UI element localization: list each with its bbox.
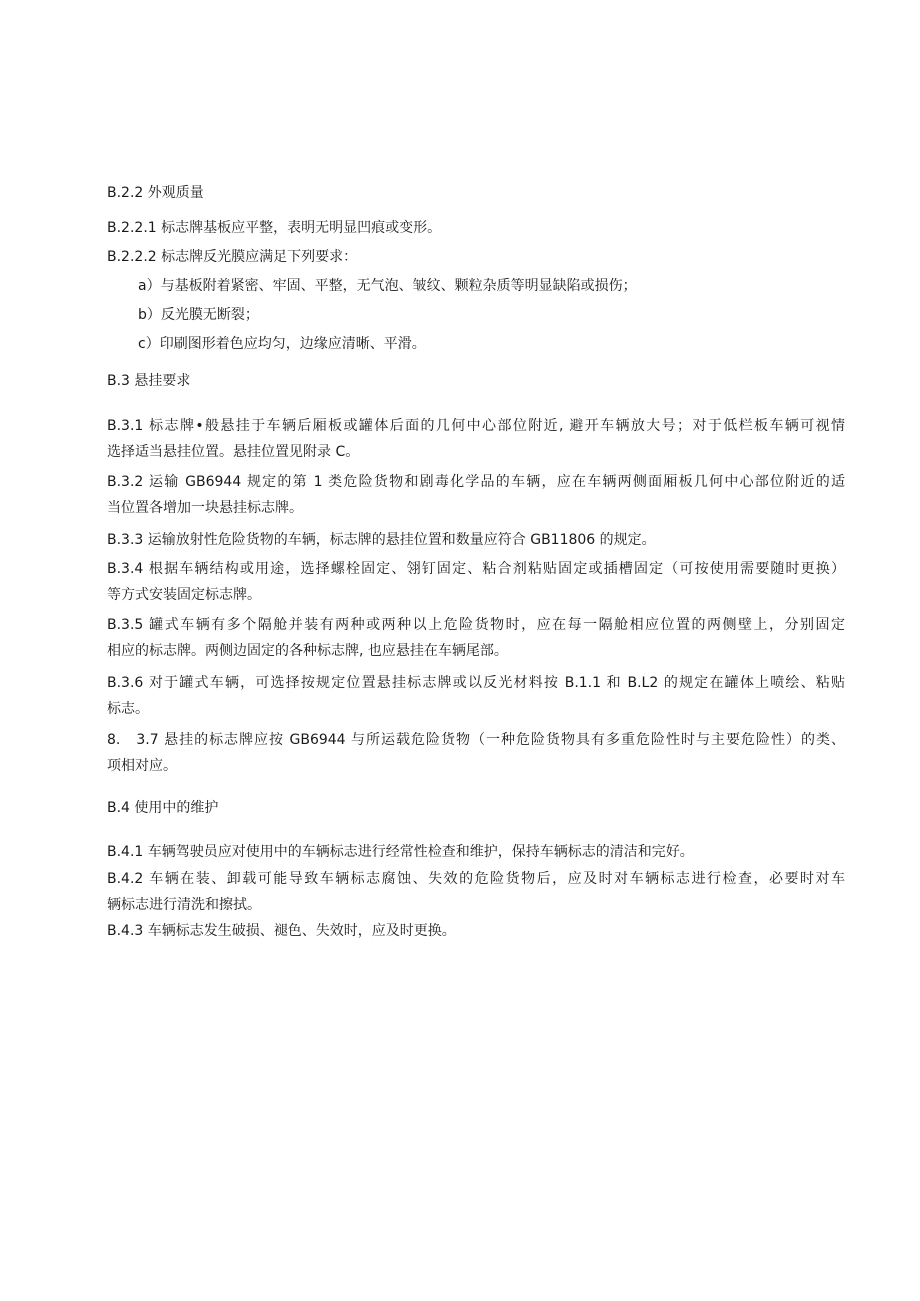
- section-b4-heading: [107, 795, 845, 821]
- paragraph-line: B.3.6 对于罐式车辆，可选择按规定位置悬挂标志牌或以反光材料按 B.1.1 和 B.L2 的规定在罐体上喷绘、粘贴: [107, 675, 845, 691]
- paragraph-line: B.3.3 运输放射性危险货物的车辆，标志牌的悬挂位置和数量应符合 GB11806 的规定。: [107, 532, 656, 548]
- heading-text: B.3 悬挂要求: [107, 373, 191, 389]
- paragraph-b4-1: [107, 839, 845, 865]
- paragraph-b2-2-2: [107, 244, 845, 270]
- paragraph-line: B.4.3 车辆标志发生破损、褪色、失效时，应及时更换。: [107, 923, 456, 939]
- paragraph-b3-3: [107, 527, 845, 553]
- paragraph-line: 辆标志进行清洗和擦拭。: [107, 897, 261, 913]
- paragraph-line: B.4.1 车辆驾驶员应对使用中的车辆标志进行经常性检查和维护，保持车辆标志的清洁和完好。: [107, 844, 694, 860]
- paragraph-b2-2-1: [107, 215, 845, 241]
- paragraph-line: 等方式安装固定标志牌。: [107, 587, 261, 603]
- paragraph-line: 标志。: [107, 701, 149, 717]
- paragraph-b3-4: [107, 556, 845, 608]
- section-b3-heading: [107, 368, 845, 394]
- paragraph-b4-2: [107, 866, 845, 918]
- paragraph-b3-1: [107, 413, 845, 465]
- list-item-b: [138, 302, 876, 328]
- paragraph-line: 相应的标志牌。两侧边固定的各种标志牌, 也应悬挂在车辆尾部。: [107, 643, 508, 659]
- paragraph-line: B.3.2 运输 GB6944 规定的第 1 类危险货物和剧毒化学品的车辆，应在车辆两侧面厢板几何中心部位附近的适: [107, 474, 845, 490]
- paragraph-line: B.3.1 标志牌•般悬挂于车辆后厢板或罐体后面的几何中心部位附近, 避开车辆放大号；对于低栏板车辆可视情: [107, 418, 845, 434]
- paragraph-line: B.3.4 根据车辆结构或用途，选择螺栓固定、翎钉固定、粘合剂粘贴固定或插槽固定（可按使用需要随时更换）: [107, 561, 845, 577]
- heading-text: B.2.2 外观质量: [107, 185, 204, 201]
- paragraph-line: 当位置各增加一块悬挂标志牌。: [107, 500, 303, 516]
- paragraph-line: 8. 3.7 悬挂的标志牌应按 GB6944 与所运载危险货物（一种危险货物具有多重危险性时与主要危险性）的类、: [107, 732, 845, 748]
- paragraph-line: B.4.2 车辆在装、卸载可能导致车辆标志腐蚀、失效的危险货物后，应及时对车辆标志进行检查，必要时对车: [107, 871, 845, 887]
- paragraph-b3-6: [107, 670, 845, 722]
- list-item-text: c）印刷图形着色应均匀，边缘应清晰、平滑。: [138, 336, 426, 352]
- list-item-text: a）与基板附着紧密、牢固、平整，无气泡、皱纹、颗粒杂质等明显缺陷或损伤；: [138, 278, 637, 294]
- section-b22-heading: [107, 180, 845, 206]
- paragraph-b3-5: [107, 612, 845, 664]
- paragraph-text: B.2.2.2 标志牌反光膜应满足下列要求：: [107, 249, 358, 265]
- heading-text: B.4 使用中的维护: [107, 800, 219, 816]
- paragraph-b3-2: [107, 469, 845, 521]
- paragraph-b3-7: [107, 727, 845, 779]
- list-item-text: b）反光膜无断裂；: [138, 307, 259, 323]
- paragraph-line: 项相对应。: [107, 758, 177, 774]
- paragraph-b4-3: [107, 918, 845, 944]
- paragraph-line: 选择适当悬挂位置。悬挂位置见附录 C。: [107, 444, 360, 460]
- list-item-c: [138, 331, 876, 357]
- paragraph-text: B.2.2.1 标志牌基板应平整，表明无明显凹痕或变形。: [107, 220, 442, 236]
- paragraph-line: B.3.5 罐式车辆有多个隔舱并装有两种或两种以上危险货物时，应在每一隔舱相应位置的两侧壁上，分别固定: [107, 617, 845, 633]
- list-item-a: [138, 273, 876, 299]
